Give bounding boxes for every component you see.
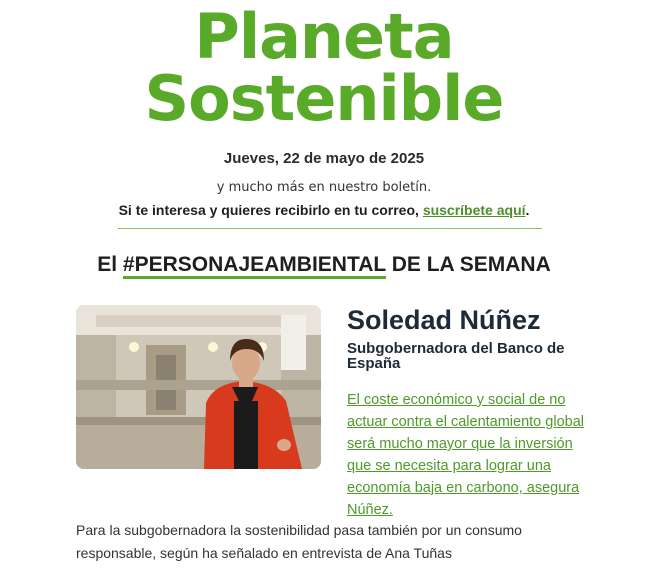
section-divider [118,228,542,229]
section-title-hashtag: #PERSONAJEAMBIENTAL [123,253,386,279]
subscribe-line [0,202,648,218]
planeta-sostenible-logo[interactable] [0,0,648,135]
logo-line-2: Sostenible [144,62,504,135]
feature-photo[interactable] [76,305,321,469]
feature-name: Soledad Núñez [347,305,541,335]
newsletter-date: Jueves, 22 de mayo de 2025 [223,150,425,167]
subscribe-prefix: Si te interesa y quieres recibirlo en tu correo, [118,202,423,218]
section-title [0,253,648,277]
section-title-prefix: El [97,253,123,276]
section-title-suffix: DE LA SEMANA [385,253,551,276]
feature-headline [347,389,597,521]
logo-line-1: Planeta [194,0,454,73]
feature-body-text: Para la subgobernadora la sostenibilidad pasa también por un consumo responsable, según ha señalado en entrevista de Ana Tuñas [76,522,522,561]
feature-headline-link[interactable]: El coste económico y social de no actuar contra el calentamiento global será mucho mayor que la inversión que se necesita para lograr una economía baja en carbono, asegura Núñez. [347,392,584,518]
subscribe-suffix: . [525,202,530,218]
intro-text: y mucho más en nuestro boletín. [216,180,432,195]
subscribe-link[interactable]: suscríbete aquí [422,202,526,218]
portrait-image [76,305,321,469]
feature-role: Subgobernadora del Banco de España [347,340,565,372]
